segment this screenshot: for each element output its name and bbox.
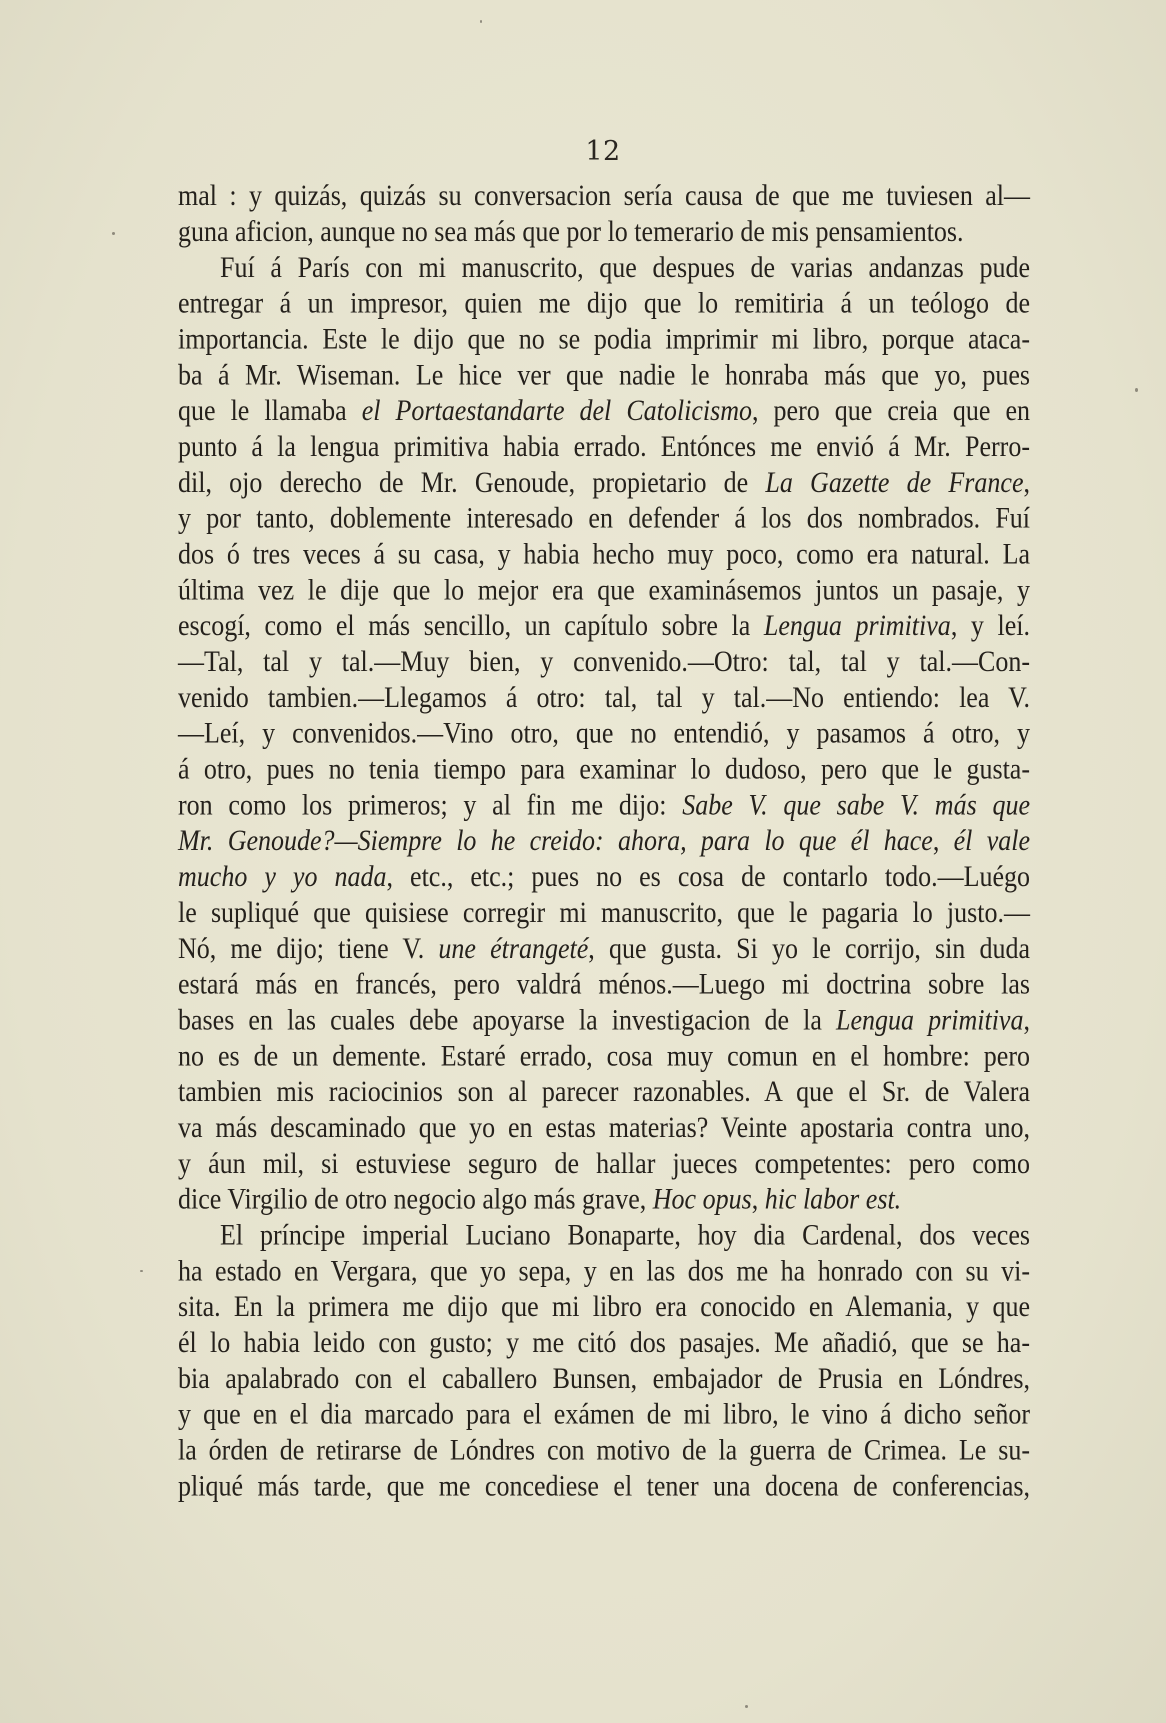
text-run: , que gusta. Si yo le corrijo, sin duda [588,932,1030,965]
text-line [178,749,1030,785]
text-run: , etc., etc.; pues no es cosa de contarlo todo.—Luégo [386,860,1030,893]
paper-speck [745,1705,748,1708]
text-run: , pero que creia que en [752,394,1030,427]
italic-text: Hoc opus [652,1182,752,1216]
text-run: la órden de retirarse de Lóndres con motivo de la guerra de Crimea. Le su- [178,1433,1030,1467]
text-run: le supliqué que quisiese corregir mi manuscrito, que le pagaria lo justo.— [178,896,1030,929]
text-line [178,714,1030,750]
text-run: ron como los primeros; y al fin me dijo: [178,788,683,822]
text-run: estará más en francés, pero valdrá ménos.—Luego mi doctrina sobre las [178,967,1030,1001]
text-run: que le llamaba [178,394,362,427]
text-line [178,606,1030,642]
text-line [178,1395,1030,1431]
italic-text: hic labor est. [764,1182,902,1216]
text-line [178,1287,1030,1323]
text-run: guna aficion, aunque no sea más que por lo temerario de mis pensamientos. [178,215,964,248]
text-line [178,678,1030,714]
text-line [178,1144,1030,1180]
text-line [178,427,1030,463]
text-run: Nó, me dijo; tiene V. [178,932,439,965]
text-line [178,1323,1030,1359]
text-line [178,1108,1030,1144]
text-run: , [1023,466,1030,499]
text-run: bases en las cuales debe apoyarse la investigacion de la [178,1003,837,1037]
text-run: dice Virgilio de otro negocio algo más grave, [178,1182,653,1216]
text-run: entregar á un impresor, quien me dijo que lo remitiria á un teólogo de [178,286,1030,320]
italic-text: él vale [953,824,1031,857]
text-run: mal : y quizás, quizás su conversacion sería causa de que me tuviesen al— [178,179,1030,212]
text-run: —Leí, y convenidos.—Vino otro, que no entendió, y pasamos á otro, y [178,716,1030,750]
text-line [178,570,1030,606]
text-line [178,248,1030,284]
text-run: Fuí á París con mi manuscrito, que despues de varias andanzas pude [220,251,1030,284]
text-run: tambien mis raciocinios son al parecer razonables. A que el Sr. de Valera [178,1075,1030,1108]
text-line [178,391,1030,427]
text-line [178,1430,1030,1466]
paper-speck [1135,388,1138,392]
paper-speck [140,1270,143,1272]
italic-text: mucho y yo nada [178,860,387,893]
text-line [178,1466,1030,1502]
text-line [178,1180,1030,1216]
italic-text: el Portaestandarte del Catolicismo [361,394,752,427]
text-run: y que en el dia marcado para el exámen de mi libro, le vino á dicho señor [178,1397,1030,1431]
text-line [178,212,1030,248]
italic-text: Sabe V. que sabe V. más que [682,788,1030,822]
text-line [178,821,1030,857]
text-run: y áun mil, si estuviese seguro de hallar jueces competentes: pero como [178,1147,1030,1180]
page-number: 12 [585,136,621,167]
text-run: dos ó tres veces á su casa, y habia hecho muy poco, como era natural. La [178,537,1030,571]
text-run: —Tal, tal y tal.—Muy bien, y convenido.—Otro: tal, tal y tal.—Con- [178,645,1030,678]
text-run: escogí, como el más sencillo, un capítulo sobre la [178,609,764,642]
text-line [178,355,1030,391]
italic-text: Lengua primitiva [836,1003,1024,1037]
text-run: dil, ojo derecho de Mr. Genoude, propietario de [178,466,766,499]
text-run: y por tanto, doblemente interesado en defender á los dos nombrados. Fuí [178,501,1030,535]
text-line [178,642,1030,678]
text-line [178,964,1030,1000]
text-line [178,893,1030,929]
text-line [178,1036,1030,1072]
text-line [178,319,1030,355]
text-line [178,284,1030,320]
text-run: venido tambien.—Llegamos á otro: tal, tal y tal.—No entiendo: lea V. [178,681,1030,714]
text-line [178,176,1030,212]
text-line [178,499,1030,535]
text-line [178,1072,1030,1108]
body-text [178,176,1030,1502]
text-run: á otro, pues no tenia tiempo para examinar lo dudoso, pero que le gusta- [178,752,1030,786]
text-line [178,1359,1030,1395]
text-line [178,929,1030,965]
italic-text: une étrangeté [438,932,589,965]
text-run: última vez le dije que lo mejor era que examinásemos juntos un pasaje, y [178,573,1030,607]
paper-speck [112,232,115,235]
text-run: él lo habia leido con gusto; y me citó dos pasajes. Me añadió, que se ha- [178,1326,1030,1359]
text-line [178,463,1030,499]
text-line [178,1251,1030,1287]
paper-speck [480,20,482,23]
text-run: importancia. Este le dijo que no se podia imprimir mi libro, porque ataca- [178,322,1030,356]
text-run: va más descaminado que yo en estas materias? Veinte apostaria contra uno, [178,1111,1030,1144]
text-run: El príncipe imperial Luciano Bonaparte, hoy dia Cardenal, dos veces [220,1218,1030,1252]
text-run: , y leí. [950,609,1030,642]
text-run: bia apalabrado con el caballero Bunsen, embajador de Prusia en Lóndres, [178,1362,1030,1395]
italic-text: La Gazette de France [765,466,1024,499]
text-run: punto á la lengua primitiva habia errado. Entónces me envió á Mr. Perro- [178,430,1030,463]
text-line [178,857,1030,893]
text-line [178,785,1030,821]
text-line [178,1215,1030,1251]
italic-text: Mr. Genoude?—Siempre lo he creido: ahora, para lo que él hace [178,824,933,857]
text-run: sita. En la primera me dijo que mi libro era conocido en Alemania, y que [178,1290,1030,1323]
text-line [178,534,1030,570]
italic-text: Lengua primitiva [763,609,951,642]
text-run: pliqué más tarde, que me concediese el tener una docena de conferencias, [178,1469,1030,1503]
text-run: , [751,1182,765,1216]
text-run: no es de un demente. Estaré errado, cosa muy comun en el hombre: pero [178,1039,1030,1072]
text-run: ba á Mr. Wiseman. Le hice ver que nadie le honraba más que yo, pues [178,358,1030,392]
text-run: , [932,824,954,857]
text-run: , [1023,1003,1030,1037]
text-run: ha estado en Vergara, que yo sepa, y en las dos me ha honrado con su vi- [178,1254,1030,1288]
text-line [178,1000,1030,1036]
